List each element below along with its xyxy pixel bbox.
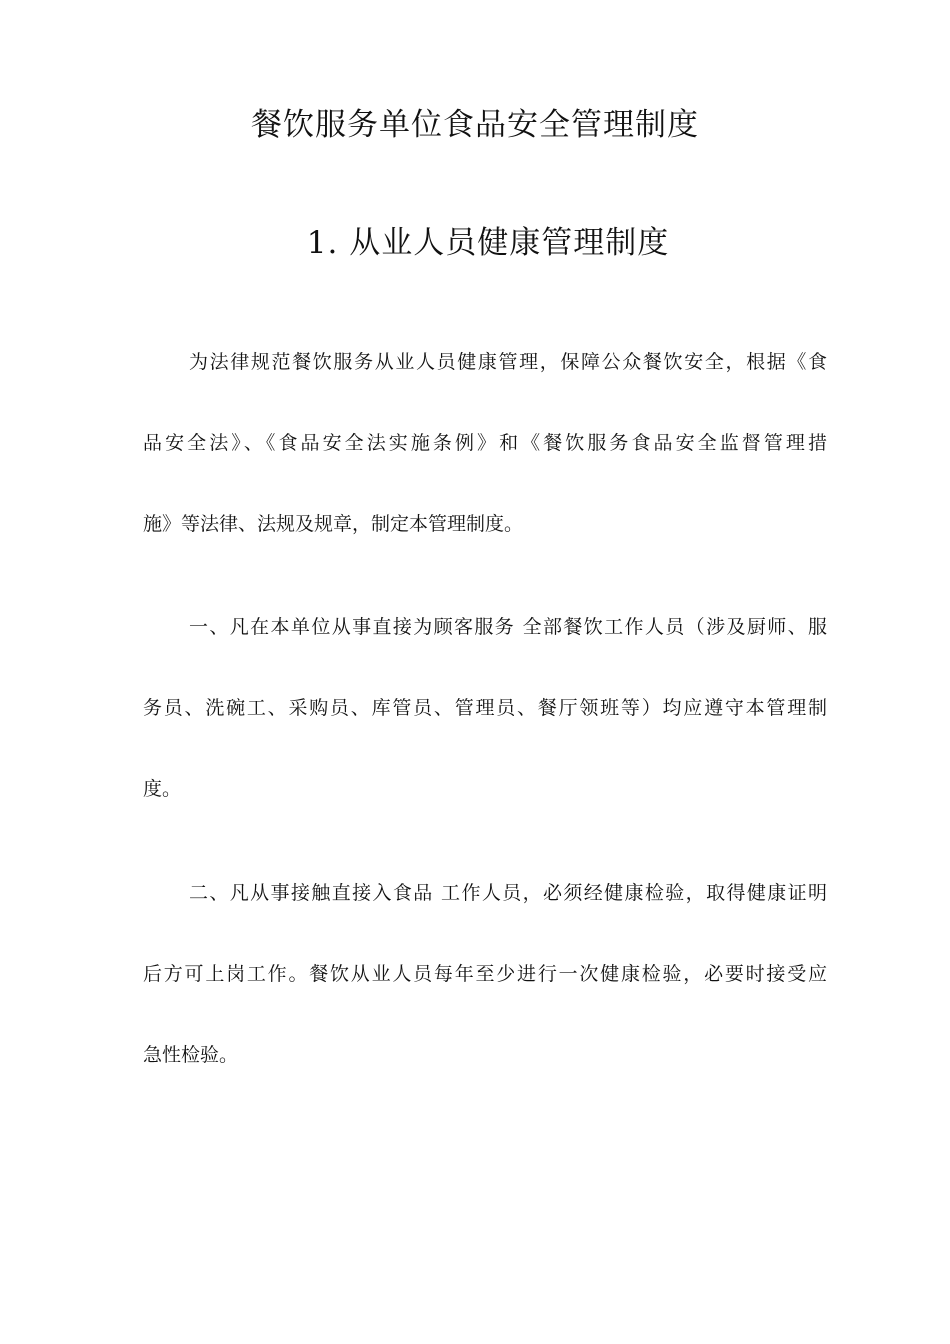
paragraph-line: 二、凡从事接触直接入食品 工作人员，必须经健康检验，取得健康证明 (189, 882, 827, 904)
paragraph-line: 度。 (143, 778, 182, 800)
paragraph-line: 急性检验。 (143, 1044, 239, 1066)
paragraph-clause-1 (143, 587, 827, 830)
paragraph-line: 为法律规范餐饮服务从业人员健康管理，保障公众餐饮安全，根据《食 (189, 351, 827, 373)
paragraph-line: 后方可上岗工作。餐饮从业人员每年至少进行一次健康检验，必要时接受应 (143, 963, 827, 985)
paragraph-clause-2 (143, 853, 827, 1096)
paragraph-line: 务员、洗碗工、采购员、库管员、管理员、餐厅领班等）均应遵守本管理制 (143, 697, 827, 719)
paragraph-line: 一、凡在本单位从事直接为顾客服务 全部餐饮工作人员（涉及厨师、服 (189, 616, 827, 638)
paragraph-line: 施》等法律、法规及规章，制定本管理制度。 (143, 513, 524, 535)
paragraph-line: 品安全法》、《食品安全法实施条例》和《餐饮服务食品安全监督管理措 (143, 432, 827, 454)
paragraph-intro (143, 322, 827, 565)
document-title: 餐饮服务单位食品安全管理制度 (251, 107, 699, 143)
section-title: 1. 从业人员健康管理制度 (306, 225, 670, 261)
